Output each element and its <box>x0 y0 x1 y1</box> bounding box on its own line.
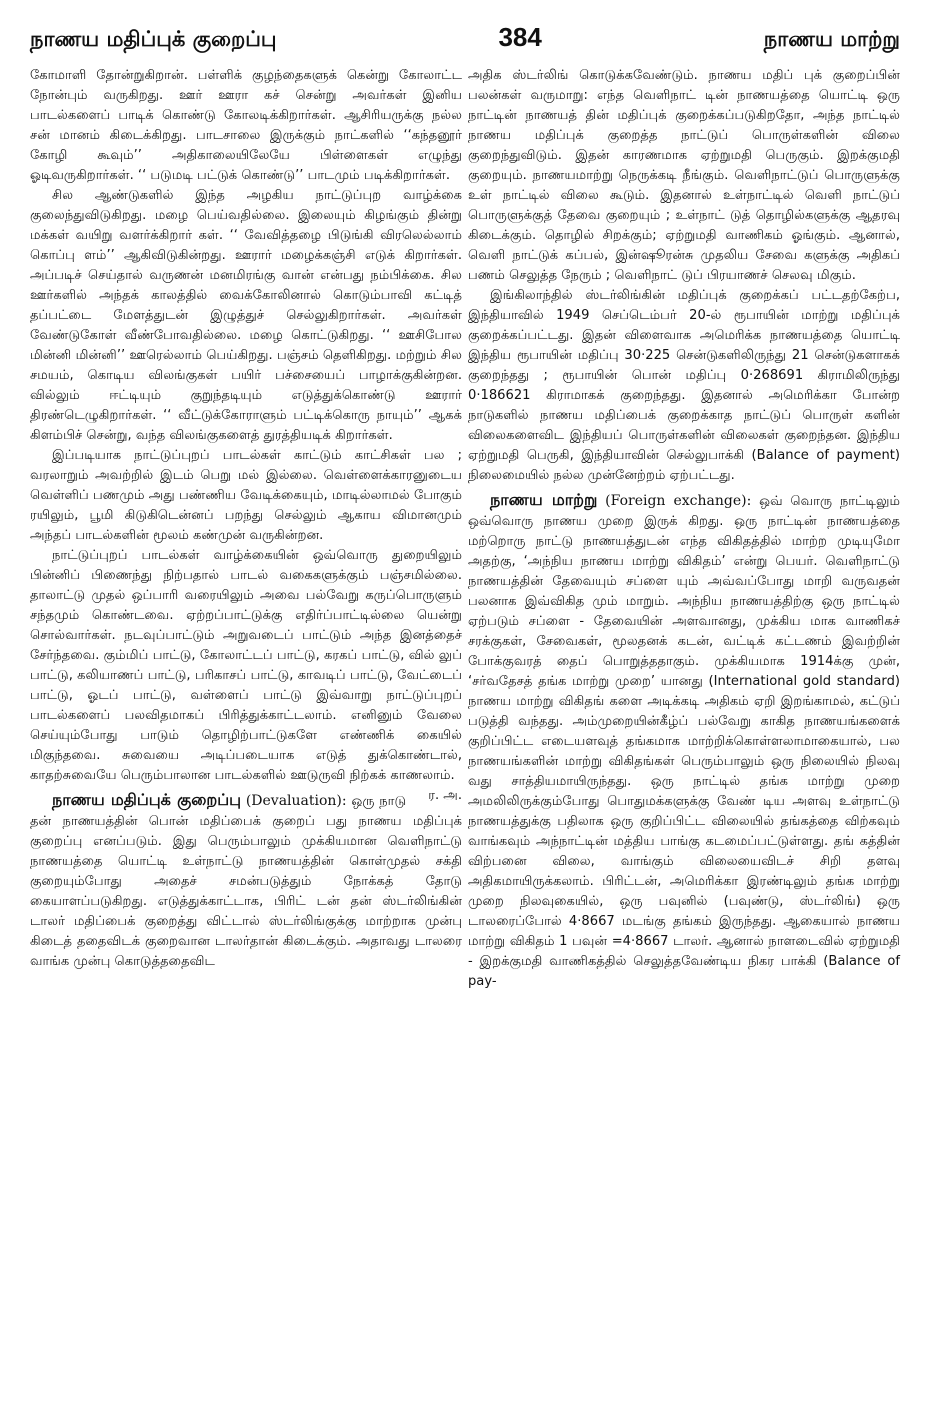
header-right-title: நாணய மாற்று <box>763 27 900 51</box>
paragraph: சில ஆண்டுகளில் இந்த அழகிய நாட்டுப்புற வாழ்க்கை குலைந்துவிடுகிறது. மழை பெய்வதில்லை. இலையும் கிழங்கும் தின்று மக்கள் வயிறு வளர்க்கிறார் கள். ‘‘ வேவித்தழை பிடுங்கி விரலெல்லாம் கொப்பு ளம்’’ ஆகிவிடுகின்றது. ஊரார் மழைக்கஞ்சி எடுக் கிறார்கள். அப்படிச் செய்தால் வருணன் மனமிரங்கு வான் என்பது நம்பிக்கை. சில ஊர்களில் அந்தக் காலத்தில் வைக்கோலினால் கொடும்பாவி கட்டித் தப்பட்டை மேளத்துடன் இழுத்துச் செல்லுகிறார்கள். அவர்கள் வேண்டுகோள் வீண்போவதில்லை. மழை கொட்டுகிறது. ‘‘ ஊசிபோல மின்னி மின்னி’’ ஊரெல்லாம் பெய்கிறது. பஞ்சம் தெளிகிறது. மற்றும் சில சமயம், கொடிய விலங்குகள் பயிர் பச்சையைப் பாழாக்குகின்றன. வில்லும் ஈட்டியும் குறுந்தடியும் எடுத்துக்கொண்டு ஊரார் திரண்டெழுகிறார்கள். ‘‘ வீட்டுக்கோராளும் பட்டிக்கொரு நாயும்’’ ஆகக் கிளம்பிச் சென்று, வந்த விலங்குகளைத் துரத்தியடிக் கிறார்கள். <box>30 188 462 443</box>
entry-headword: நாணய மாற்று <box>490 490 598 509</box>
entry-headword-english: (Foreign exchange): <box>605 493 752 509</box>
entry-foreign-exchange <box>468 490 900 992</box>
entry-devaluation <box>30 790 462 972</box>
page-number: 384 <box>498 22 542 52</box>
paragraph: இங்கிலாந்தில் ஸ்டர்லிங்கின் மதிப்புக் குறைக்கப் பட்டதற்கேற்ப, இந்தியாவில் 1949 செப்டெம்பர் 20-ல் ரூபாயின் மாற்று மதிப்புக் குறைக்கப்பட்டது. இதன் விளைவாக அமெரிக்க நாணயத்தை யொட்டி இந்திய ரூபாயின் மதிப்பு 30·225 சென்டுகளிலிருந்து 21 சென்டுகளாகக் குறைந்தது ; ரூபாயின் பொன் மதிப்பு 0·268691 கிராமிலிருந்து 0·186621 கிராமாகக் குறைந்தது. இதனால் அமெரிக்கா போன்ற நாடுகளில் நாணய மதிப்பைக் குறைக்காத நாட்டுப் பொருள் களின் விலைகளைவிட இந்தியப் பொருள்களின் விலைகள் குறைந்தன. இந்திய ஏற்றுமதி பெருகி, இந்தியாவின் செல்லுபாக்கி (Balance of payment) நிலைமையில் நல்ல முன்னேற்றம் ஏற்பட்டது. <box>468 288 900 483</box>
header-left-title: நாணய மதிப்புக் குறைப்பு <box>30 27 277 51</box>
entry-text: ஒரு நாடு தன் நாணயத்தின் பொன் மதிப்பைக் குறைப் பது நாணய மதிப்புக் குறைப்பு எனப்படும். இது பெரும்பாலும் முக்கியமான வெளிநாட்டு நாணயத்தை யொட்டி உள்நாட்டு நாணயத்தின் கொள்முதல் சக்தி குறையும்போது அதைச் சமன்படுத்தும் நோக்கத் தோடு கையாளப்படுகிறது. எடுத்துக்காட்டாக, பிரிட் டன் தன் ஸ்டர்லிங்கின் டாலர் மதிப்பைக் குறைத்து விட்டால் ஸ்டர்லிங்குக்கு மாற்றாக முன்பு கிடைத் ததைவிடக் குறைவான டாலர்தான் கிடைக்கும். அதாவது டாலரை வாங்க முன்பு கொடுத்ததைவிட <box>30 794 462 969</box>
paragraph: இப்படியாக நாட்டுப்புறப் பாடல்கள் காட்டும் காட்சிகள் பல ; வரலாறும் அவற்றில் இடம் பெறு மல் இல்லை. வெள்ளைக்காரனுடைய வெள்ளிப் பணமும் அது பண்ணிய வேடிக்கையும், மாடில்லாமல் போகும் ரயிலும், பூமி கிடுகிடென்னப் பறந்து செல்லும் ஆகாய விமானமும் அந்தப் பாடல்களின் மூலம் கண்முன் வருகின்றன. <box>30 448 462 543</box>
author-initials: ர. அ. <box>428 788 462 803</box>
entry-headword-english: (Devaluation): <box>245 793 347 809</box>
paragraph-text: நாட்டுப்புறப் பாடல்கள் வாழ்க்கையின் ஒவ்வொரு துறையிலும் பின்னிப் பிணைந்து நிற்பதால் பாடல் வகைகளுக்கும் பஞ்சமில்லை. தாலாட்டு முதல் ஒப்பாரி வரையிலும் அவை பல்வேறு கருப்பொருளும் சந்தமும் கொண்டவை. ஏற்றப்பாட்டுக்கு எதிர்ப்பாட்டில்லை யென்று சொல்வார்கள். நடவுப்பாட்டும் அறுவடைப் பாட்டும் அந்த இனத்தைச் சேர்ந்தவை. கும்மிப் பாட்டு, கோலாட்டப் பாட்டு, கரகப் பாட்டு, வில் லுப் பாட்டு, கலியாணப் பாட்டு, பரிகாசப் பாட்டு, காவடிப் பாட்டு, வேட்டைப் பாட்டு, ஓடப் பாட்டு, வள்ளைப் பாட்டு இவ்வாறு நாட்டுப்புறப் பாடல்களைப் பலவிதமாகப் பிரித்துக்காட்டலாம். எனினும் வேலை செய்யும்போது பாடும் தொழிற்பாட்டுகளே எண்ணிக் கையில் மிகுந்தவை. சுவையை அடிப்படையாக எடுத் துக்கொண்டால், காதற்சுவையே பெரும்பாலான பாடல்களில் ஊடுருவி நிற்கக் காணலாம். <box>30 548 462 783</box>
running-head <box>30 22 900 62</box>
entry-headword: நாணய மதிப்புக் குறைப்பு <box>52 790 242 809</box>
paragraph: அதிக ஸ்டர்லிங் கொடுக்கவேண்டும். நாணய மதிப் புக் குறைப்பின் பலன்கள் வருமாறு: எந்த வெளிநாட் டின் நாணயத்தை யொட்டி ஒரு நாட்டின் நாணயத் தின் மதிப்புக் குறைக்கப்படுகிறதோ, அந்த நாட்டில் நாணய மதிப்புக் குறைத்த நாட்டுப் பொருள்களின் விலை குறைந்துவிடும். இதன் காரணமாக ஏற்றுமதி பெருகும். இறக்குமதி குறையும். நாணயமாற்று நெருக்கடி நீங்கும். வெளிநாட்டுப் பொருளுக்கு உள் நாட்டில் விலை கூடும். இதனால் உள்நாட்டில் வெளி நாட்டுப் பொருளுக்குத் தேவை குறையும் ; உள்நாட் டுத் தொழில்களுக்கு ஆதரவு கிடைக்கும். தொழில் சிறக்கும்; ஏற்றுமதி வாணிகம் ஓங்கும். ஆனால், வெளி நாட்டுக் கப்பல், இன்ஷூரன்சு முதலிய சேவை களுக்கு அதிகப் பணம் செலுத்த நேரும் ; வெளிநாட் டுப் பிரயாணச் செலவு மிகும். <box>468 68 900 283</box>
right-column <box>468 66 900 992</box>
entry-text: ஒவ் வொரு நாட்டிலும் ஒவ்வொரு நாணய முறை இருக் கிறது. ஒரு நாட்டின் நாணயத்தை மற்றொரு நாட்டு நாணயத்துடன் எந்த விகிதத்தில் மாற்ற முடியுமோ அதற்கு, ‘அந்நிய நாணய மாற்று விகிதம்’ என்று பெயர். வெளிநாட்டு நாணயத்தின் தேவையும் சப்ளை யும் அவ்வப்போது மாறி வருவதன் பலனாக இவ்விகித மும் மாறும். அந்நிய நாணயத்திற்கு ஒரு நாட்டில் ஏற்படும் சப்ளை - தேவையின் அளவானது, முக்கிய மாக வாணிகச் சரக்குகள், சேவைகள், மூலதனக் கடன், வட்டிக் கட்டணம் இவற்றின் போக்குவரத் தைப் பொறுத்ததாகும். முக்கியமாக 1914க்கு முன், ‘சர்வதேசத் தங்க மாற்று முறை’ யானது (International gold standard) நாணய மாற்று விகிதங் களை அடிக்கடி அதிகம் ஏறி இறங்காமல், கட்டுப் படுத்தி வந்தது. அம்முறையின்கீழ்ப் பல்வேறு காகித நாணயங்களைக் குறிப்பிட்ட எடையளவுத் தங்கமாக மாற்றிக்கொள்ளலாமாகையால், பல நாணயங்களின் மாற்று விகிதங்கள் பெரும்பாலும் ஒரு நிலையில் நிலவு வது சாத்தியமாயிருந்தது. ஒரு நாட்டில் தங்க மாற்று முறை அமலிலிருக்கும்போது பொதுமக்களுக்கு வேண் டிய அளவு உள்நாட்டு நாணயத்துக்கு பதிலாக ஒரு குறிப்பிட்ட விலையில் தங்கத்தை விற்கவும் வாங்கவும் அந்நாட்டின் மத்திய பாங்கு கடமைப்பட்டுள்ளது. தங் கத்தின் விற்பனை விலை, வாங்கும் விலையைவிடச் சிறி தளவு அதிகமாயிருக்கலாம். பிரிட்டன், அமெரிக்கா இரண்டிலும் தங்க மாற்று முறை நிலவுகையில், ஒரு பவுனில் (பவுண்டு, ஸ்டர்லிங்) ஒரு டாலரைப்போல் 4·8667 மடங்கு தங்கம் இருந்தது. ஆகையால் நாணய மாற்று விகிதம் 1 பவுன் =4·8667 டாலர். ஆனால் நாளடைவில் ஏற்றுமதி - இறக்குமதி வாணிகத்தில் செலுத்தவேண்டிய நிகர பாக்கி (Balance of pay- <box>468 494 900 989</box>
paragraph: கோமாளி தோன்றுகிறான். பள்ளிக் குழந்தைகளுக் கென்று கோலாட்ட நோன்பும் வருகிறது. ஊர் ஊரா கச் சென்று அவர்கள் இனிய பாடல்களைப் பாடிக் கொண்டு கோலடிக்கிறார்கள். ஆசிரியருக்கு நல்ல சன் மானம் கிடைக்கிறது. பாடசாலை இருக்கும் நாட்களில் ‘‘கந்தனூர் கோழி கூவும்’’ அதிகாலையிலேயே பிள்ளைகள் எழுந்து ஓடிவருகிறார்கள். ‘‘ படுமடி பட்டுக் கொண்டு’’ பாடமும் படிக்கிறார்கள். <box>30 68 462 183</box>
text-columns <box>30 66 900 992</box>
left-column <box>30 66 462 992</box>
